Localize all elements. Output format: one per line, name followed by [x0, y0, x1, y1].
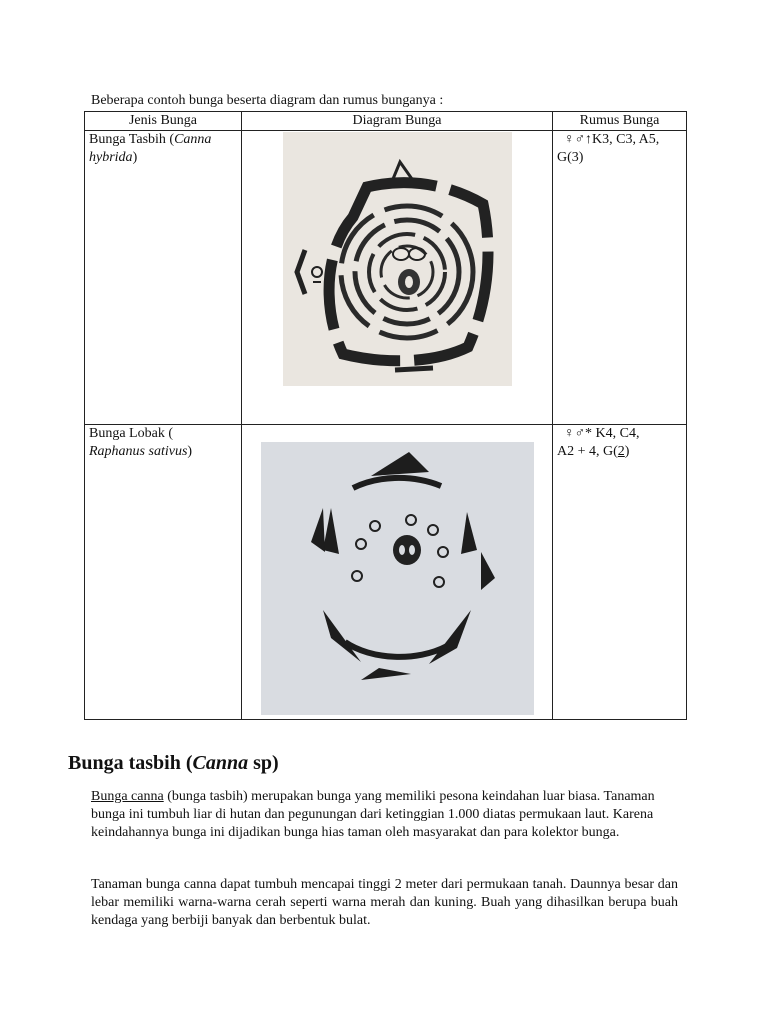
header-jenis: Jenis Bunga	[85, 112, 242, 131]
flower-name-cell: Bunga Lobak ( Raphanus sativus)	[85, 425, 242, 720]
intro-text: Beberapa contoh bunga beserta diagram dan rumus bunganya :	[91, 93, 444, 108]
formula-cell	[553, 425, 687, 720]
formula-text: A2 + 4, G(	[557, 444, 618, 459]
formula-text: ♀♂↑K3, C3, A5,	[564, 132, 660, 147]
formula-underlined: 2	[617, 444, 625, 459]
formula-text: G(3)	[557, 150, 584, 165]
formula-cell	[553, 131, 687, 425]
radish-floral-diagram	[261, 442, 534, 715]
paragraph-2: Tanaman bunga canna dapat tumbuh mencapai tinggi 2 meter dari permukaan tanah. Daunnya besar dan lebar memiliki warna-warna cerah seperti warna merah dan kuning. Buah yang dihasilkan berupa buah kendaga yang berbiji banyak dan berbentuk bulat.	[91, 877, 678, 928]
diagram-cell	[242, 131, 553, 425]
table-header-row	[85, 112, 687, 131]
flower-table	[84, 111, 687, 720]
flower-name-cell: Bunga Tasbih (Canna hybrida)	[85, 131, 242, 425]
canna-floral-diagram	[283, 132, 512, 386]
paragraph-1: Bunga canna (bunga tasbih) merupakan bunga yang memiliki pesona keindahan luar biasa. Tanaman bunga ini tumbuh liar di hutan dan pegunungan dari ketinggian 1.000 diatas permukaan laut. Karena keindahannya bunga ini dijadikan bunga hias taman oleh masyarakat dan para kolektor bunga.	[91, 789, 655, 840]
header-diagram: Diagram Bunga	[242, 112, 553, 131]
canna-link[interactable]: Bunga canna	[91, 789, 164, 804]
table-row	[85, 131, 687, 425]
formula-text: ♀♂* K4, C4,	[564, 426, 640, 441]
table-row	[85, 425, 687, 720]
header-rumus: Rumus Bunga	[553, 112, 687, 131]
formula-text: )	[624, 444, 630, 459]
diagram-cell	[242, 425, 553, 720]
section-heading: Bunga tasbih (Canna sp)	[68, 752, 279, 774]
